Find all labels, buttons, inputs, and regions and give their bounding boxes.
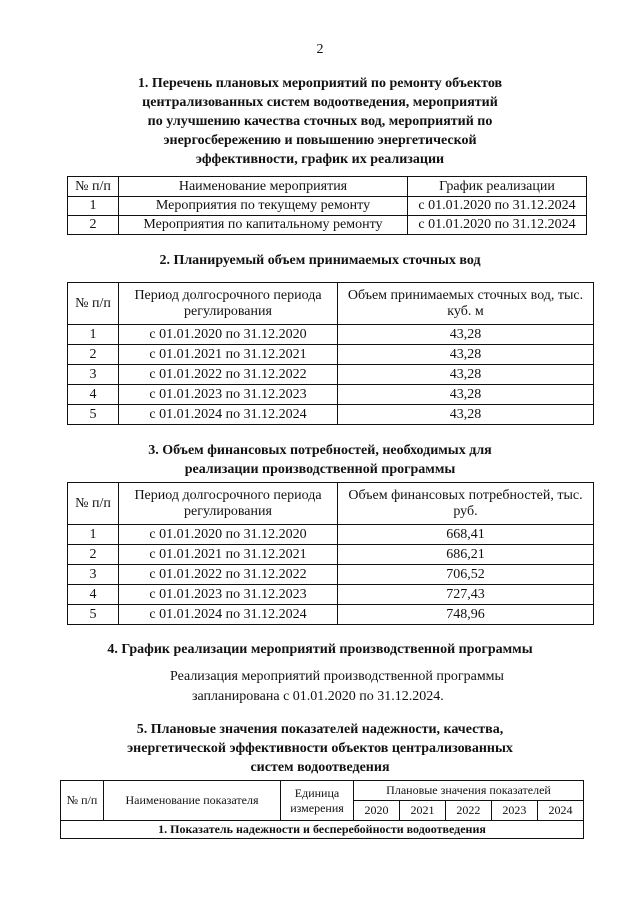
table-subheader: 1. Показатель надежности и бесперебойности водоотведения [61, 821, 584, 839]
section1-title: 1. Перечень плановых мероприятий по ремонту объектов централизованных систем водоотведения, мероприятий по улучшению качества сточных вод, мероприятий по энергосбережению и повышению энергетической эффективности, график их реализации [137, 76, 503, 167]
col-header-num: № п/п [68, 283, 119, 325]
col-header-volume: Объем принимаемых сточных вод, тыс. куб. м [338, 283, 594, 325]
financial-needs-table [67, 482, 594, 625]
col-header-indicator-name: Наименование показателя [104, 781, 281, 821]
page-number: 2 [316, 42, 324, 57]
table-row: 5 с 01.01.2024 по 31.12.2024 43,28 [68, 405, 594, 425]
col-header-planned-values: Плановые значения показателей [354, 781, 584, 801]
table-row: 2 с 01.01.2021 по 31.12.2021 43,28 [68, 345, 594, 365]
col-header-period: Период долгосрочного периода регулирования [119, 283, 338, 325]
table-row: 3 с 01.01.2022 по 31.12.2022 706,52 [68, 565, 594, 585]
table-row: 4 с 01.01.2023 по 31.12.2023 727,43 [68, 585, 594, 605]
table-row: 1 Мероприятия по текущему ремонту с 01.01.2020 по 31.12.2024 [68, 197, 587, 216]
col-header-name: Наименование мероприятия [119, 177, 408, 197]
indicators-table [60, 780, 584, 839]
table-row: 2 с 01.01.2021 по 31.12.2021 686,21 [68, 545, 594, 565]
col-header-period: Период долгосрочного периода регулирования [119, 483, 338, 525]
col-header-num: № п/п [61, 781, 104, 821]
section3-title: 3. Объем финансовых потребностей, необходимых для реализации производственной программы [148, 443, 492, 477]
wastewater-volume-table [67, 282, 594, 425]
table-row: 5 с 01.01.2024 по 31.12.2024 748,96 [68, 605, 594, 625]
table-row: 3 с 01.01.2022 по 31.12.2022 43,28 [68, 365, 594, 385]
col-header-num: № п/п [68, 177, 119, 197]
col-header-year-2024: 2024 [537, 801, 583, 821]
col-header-year-2023: 2023 [491, 801, 537, 821]
measures-table [67, 176, 587, 235]
table-row: 1 с 01.01.2020 по 31.12.2020 43,28 [68, 325, 594, 345]
section4-text-line2: запланирована с 01.01.2020 по 31.12.2024. [192, 689, 444, 704]
col-header-num: № п/п [68, 483, 119, 525]
col-header-year-2021: 2021 [399, 801, 445, 821]
section4-title: 4. График реализации мероприятий производственной программы [107, 642, 533, 657]
col-header-schedule: График реализации [408, 177, 587, 197]
section2-title: 2. Планируемый объем принимаемых сточных вод [159, 253, 481, 268]
col-header-year-2020: 2020 [354, 801, 400, 821]
table-row: 1 с 01.01.2020 по 31.12.2020 668,41 [68, 525, 594, 545]
table-row: 2 Мероприятия по капитальному ремонту с 01.01.2020 по 31.12.2024 [68, 216, 587, 235]
section5-title: 5. Плановые значения показателей надежности, качества, энергетической эффективности объектов централизованных систем водоотведения [127, 722, 513, 775]
col-header-year-2022: 2022 [445, 801, 491, 821]
section4-text-line1: Реализация мероприятий производственной программы [170, 669, 504, 684]
col-header-unit: Единица измерения [281, 781, 354, 821]
col-header-financial: Объем финансовых потребностей, тыс. руб. [338, 483, 594, 525]
table-row: 4 с 01.01.2023 по 31.12.2023 43,28 [68, 385, 594, 405]
